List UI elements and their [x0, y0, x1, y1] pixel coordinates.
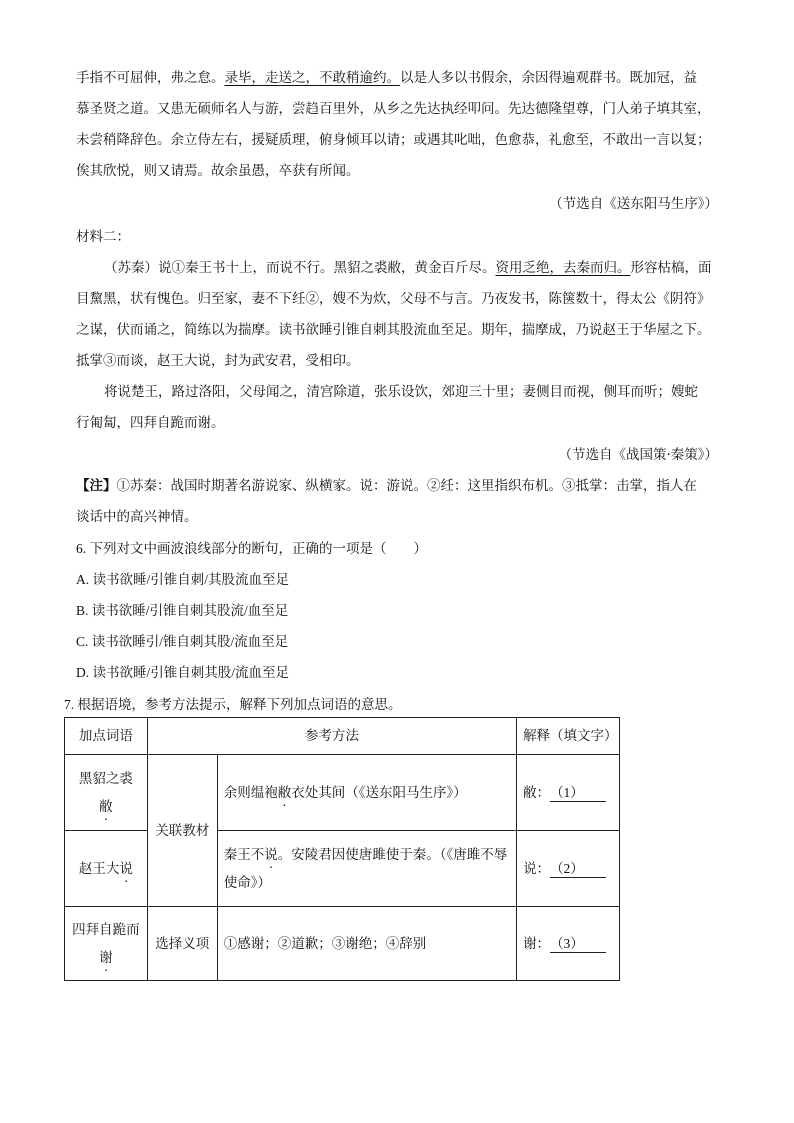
- method-hint-cell: 秦王不说。安陵君因使唐雎使于秦。（《唐雎不辱使命》）: [217, 831, 516, 907]
- header-word: 加点词语: [65, 718, 148, 755]
- material2-line-2: 目黧黑，状有愧色。归至家，妻不下纴②，嫂不为炊，父母不与言。乃夜发书，陈箧数十，得太公《阴符》: [76, 291, 711, 307]
- material2-line-6: 行匍匐，四拜自跪而谢。: [76, 415, 225, 431]
- dotted-char: 敝: [99, 798, 113, 814]
- table-header-row: [65, 718, 620, 755]
- answer-cell[interactable]: 敝：（1）: [517, 755, 620, 831]
- underlined-phrase: 录毕，走送之，不敢稍逾约。: [224, 70, 400, 86]
- table-row: [65, 755, 620, 831]
- dotted-word-cell: 四拜自跪而谢: [65, 907, 148, 981]
- question-6-option-c[interactable]: C. 读书欲睡引/锥自刺其股/流血至足: [76, 634, 289, 649]
- header-answer: 解释（填文字）: [517, 718, 620, 755]
- question-7-stem: 7. 根据语境，参考方法提示，解释下列加点词语的意思。: [64, 697, 402, 712]
- material1-line-4: 俟其欣悦，则又请焉。故余虽愚，卒获有所闻。: [76, 163, 360, 179]
- question-6-stem: 6. 下列对文中画波浪线部分的断句，正确的一项是（ ）: [76, 541, 427, 556]
- material2-line-4: 抵掌③而谈，赵王大说，封为武安君，受相印。: [76, 353, 360, 369]
- question-6-option-d[interactable]: D. 读书欲睡/引锥自刺其股/流血至足: [76, 665, 290, 680]
- dotted-word-cell: 黑貂之裘 敝: [65, 755, 148, 831]
- material2-line-1: （苏秦）说①秦王书十上，而说不行。黑貂之裘敝，黄金百斤尽。资用乏绝，去秦而归。形容枯槁，面: [104, 260, 712, 276]
- annotation-note: 【注】①苏秦：战国时期著名游说家、纵横家。说：游说。②纴：这里指织布机。③抵掌：击掌，指人在: [76, 478, 697, 493]
- method-group-cell: 选择义项: [147, 907, 217, 981]
- annotation-note-cont: 谈话中的高兴神情。: [76, 509, 198, 524]
- underlined-phrase: 资用乏绝，去秦而归。: [495, 260, 631, 276]
- answer-blank[interactable]: （2）: [550, 861, 606, 878]
- dotted-char: 说: [264, 846, 278, 862]
- header-method: 参考方法: [147, 718, 516, 755]
- answer-blank[interactable]: （1）: [550, 785, 606, 802]
- question-6-option-a[interactable]: A. 读书欲睡/引锥自刺/其股流血至足: [76, 572, 290, 587]
- material2-source: （节选自《战国策·秦策》）: [558, 447, 718, 463]
- note-label: 【注】: [76, 478, 117, 493]
- dotted-char: 说: [119, 860, 133, 876]
- material2-heading: 材料二：: [76, 229, 130, 244]
- dotted-word-cell: 赵王大说: [65, 831, 148, 907]
- question-6-option-b[interactable]: B. 读书欲睡/引锥自刺其股流/血至足: [76, 603, 289, 618]
- answer-cell[interactable]: 说：（2）: [517, 831, 620, 907]
- method-hint-cell: ①感谢；②道歉；③谢绝；④辞别: [217, 907, 516, 981]
- answer-cell[interactable]: 谢：（3）: [517, 907, 620, 981]
- material2-line-3: 之谋，伏而诵之，简练以为揣摩。读书欲睡引锥自刺其股流血至足。期年，揣摩成，乃说赵王于华屋之下。: [76, 322, 711, 338]
- method-hint-cell: 余则缊袍敝衣处其间（《送东阳马生序》）: [217, 755, 516, 831]
- material2-line-5: 将说楚王，路过洛阳，父母闻之，清宫除道，张乐设饮，郊迎三十里；妻侧目而视，侧耳而听；嫂蛇: [104, 384, 698, 400]
- material1-source: （节选自《送东阳马生序》）: [549, 196, 718, 212]
- material1-line-1: 手指不可屈伸，弗之怠。录毕，走送之，不敢稍逾约。以是人多以书假余，余因得遍观群书。既加冠，益: [76, 70, 697, 86]
- table-row: [65, 907, 620, 981]
- question-7-table: [64, 717, 620, 981]
- answer-blank[interactable]: （3）: [550, 936, 606, 953]
- dotted-char: 谢: [99, 949, 113, 965]
- method-group-cell: 关联教材: [147, 755, 217, 907]
- material1-line-3: 未尝稍降辞色。余立侍左右，援疑质理，俯身倾耳以请；或遇其叱咄，色愈恭，礼愈至，不敢出一言以复；: [76, 132, 711, 148]
- dotted-char: 敝: [277, 784, 292, 800]
- material1-line-2: 慕圣贤之道。又患无硕师名人与游，尝趋百里外，从乡之先达执经叩问。先达德隆望尊，门人弟子填其室，: [76, 101, 711, 117]
